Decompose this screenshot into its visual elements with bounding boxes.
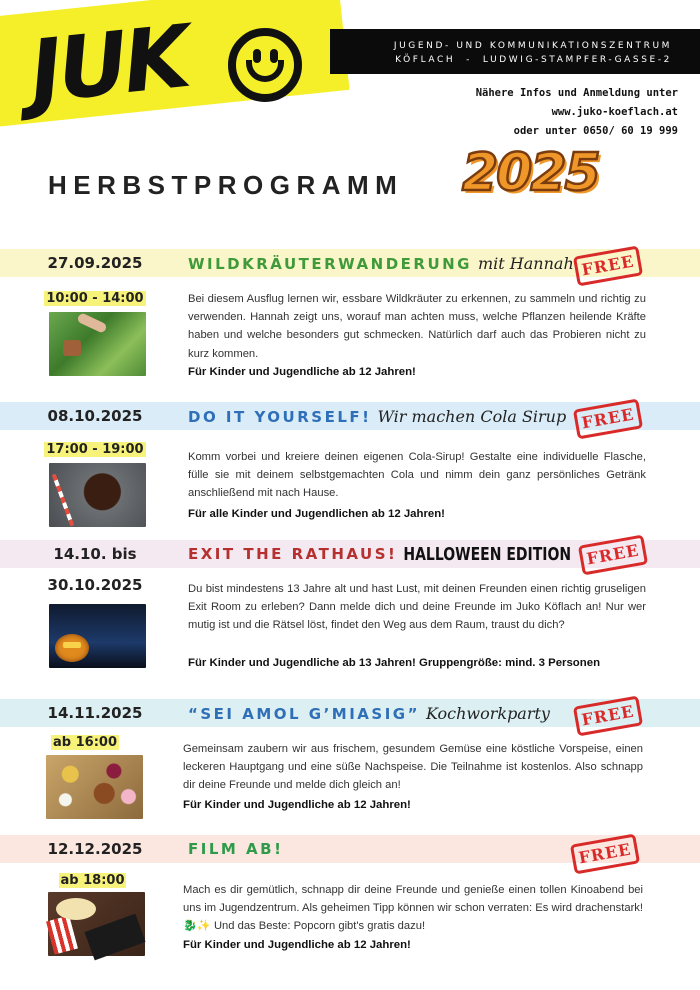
- logo-text: JUK: [25, 7, 192, 123]
- event-age-requirement: Für alle Kinder und Jugendlichen ab 12 Jahren!: [188, 508, 445, 520]
- website-link[interactable]: www.juko-koeflach.at: [551, 106, 678, 118]
- event-date: 27.09.2025: [47, 254, 143, 272]
- year-graphic: 2025: [462, 143, 599, 203]
- event-title: [188, 545, 571, 563]
- page-title: HERBSTPROGRAMM: [48, 170, 404, 200]
- event-date: 08.10.2025: [47, 407, 143, 425]
- event-subtitle: HALLOWEEN EDITION: [403, 545, 572, 565]
- event-time: 10:00 - 14:00: [46, 291, 144, 306]
- org-address: KÖFLACH - LUDWIG-STAMPFER-GASSE-2: [395, 55, 672, 65]
- event-title-text: WILDKRÄUTERWANDERUNG: [188, 255, 472, 273]
- free-stamp-badge: FREE: [578, 534, 648, 575]
- event-title: [188, 407, 566, 426]
- phone-number: oder unter 0650/ 60 19 999: [513, 125, 678, 137]
- event-title: [188, 840, 283, 858]
- event-description: Bei diesem Ausflug lernen wir, essbare Wildkräuter zu erkennen, zu sammeln und richtig zu verwenden. Hannah zeigt uns, worauf man achten muss, welche Pflanzen heilende Kräfte haben und welche besonders gut schmecken. Natürlich darf auch das Probieren nicht zu kurz kommen.: [188, 293, 646, 360]
- vegetable-dishes-photo: [46, 755, 143, 819]
- event-age-requirement: Für Kinder und Jugendliche ab 12 Jahren!: [188, 366, 416, 378]
- event-age-requirement: Für Kinder und Jugendliche ab 13 Jahren! Gruppengröße: mind. 3 Personen: [188, 657, 601, 669]
- event-description: Komm vorbei und kreiere deinen eigenen Cola-Sirup! Gestalte eine individuelle Flasche, fülle sie mit deinem selbstgemachten Cola und nimm dein ganz persönliches Getränk anschließend mit nach Hause.: [188, 451, 646, 500]
- event-age-requirement: Für Kinder und Jugendliche ab 12 Jahren!: [183, 799, 411, 811]
- free-stamp-badge: FREE: [573, 695, 643, 736]
- event-subtitle: Kochworkparty: [425, 704, 550, 723]
- event-title: [188, 704, 550, 723]
- event-age-requirement: Für Kinder und Jugendliche ab 12 Jahren!: [183, 939, 411, 951]
- popcorn-clapperboard-photo: [48, 892, 145, 956]
- event-end-date: 30.10.2025: [47, 576, 143, 594]
- event-title-text: FILM AB!: [188, 840, 284, 858]
- event-time: ab 16:00: [53, 735, 117, 750]
- free-stamp-badge: FREE: [573, 398, 643, 439]
- smiley-icon: [228, 28, 302, 102]
- event-title-text: DO IT YOURSELF!: [188, 408, 372, 426]
- free-stamp-badge: FREE: [570, 833, 640, 874]
- halloween-pumpkin-photo: [49, 604, 146, 668]
- event-subtitle: mit Hannah: [478, 254, 574, 273]
- cola-glass-photo: [49, 463, 146, 527]
- event-title-text: “SEI AMOL G’MIASIG”: [188, 705, 420, 723]
- event-description: Du bist mindestens 13 Jahre alt und hast Lust, mit deinen Freunden einen richtig gruseligen Exit Room zu erleben? Dann melde dich und deine Freunde im Juko Köflach an! Nur wer mutig ist und die Rätsel löst, findet den Weg aus dem Raum, traust du dich?: [188, 583, 646, 632]
- herb-picking-photo: [49, 312, 146, 376]
- free-stamp-badge: FREE: [573, 245, 643, 286]
- event-title: [188, 254, 574, 273]
- event-description: Mach es dir gemütlich, schnapp dir deine Freunde und genieße einen tollen Kinoabend bei uns im Jugendzentrum. Als geheimen Tipp können wir schon verraten: Es wird drachenstark! 🐉✨ Und das Beste: Popcorn gibt's gratis dazu!: [183, 884, 643, 933]
- event-date: 14.10. bis: [53, 545, 137, 563]
- event-date: 14.11.2025: [47, 704, 143, 722]
- event-title-text: EXIT THE RATHAUS!: [188, 545, 398, 563]
- contact-info: [476, 84, 678, 141]
- organization-banner: [330, 29, 700, 74]
- event-subtitle: Wir machen Cola Sirup: [377, 407, 567, 426]
- event-time: 17:00 - 19:00: [46, 442, 144, 457]
- contact-intro: Nähere Infos und Anmeldung unter: [475, 87, 678, 99]
- org-name: JUGEND- UND KOMMUNIKATIONSZENTRUM: [393, 41, 672, 51]
- event-date: 12.12.2025: [47, 840, 143, 858]
- event-time: ab 18:00: [60, 873, 125, 888]
- event-description: Gemeinsam zaubern wir aus frischem, gesundem Gemüse eine köstliche Vorspeise, einen leckeren Hauptgang und eine süße Nachspeise. Die Teilnahme ist kostenlos. Also schnapp dir deine Freunde und melde dich gleich an!: [183, 743, 643, 792]
